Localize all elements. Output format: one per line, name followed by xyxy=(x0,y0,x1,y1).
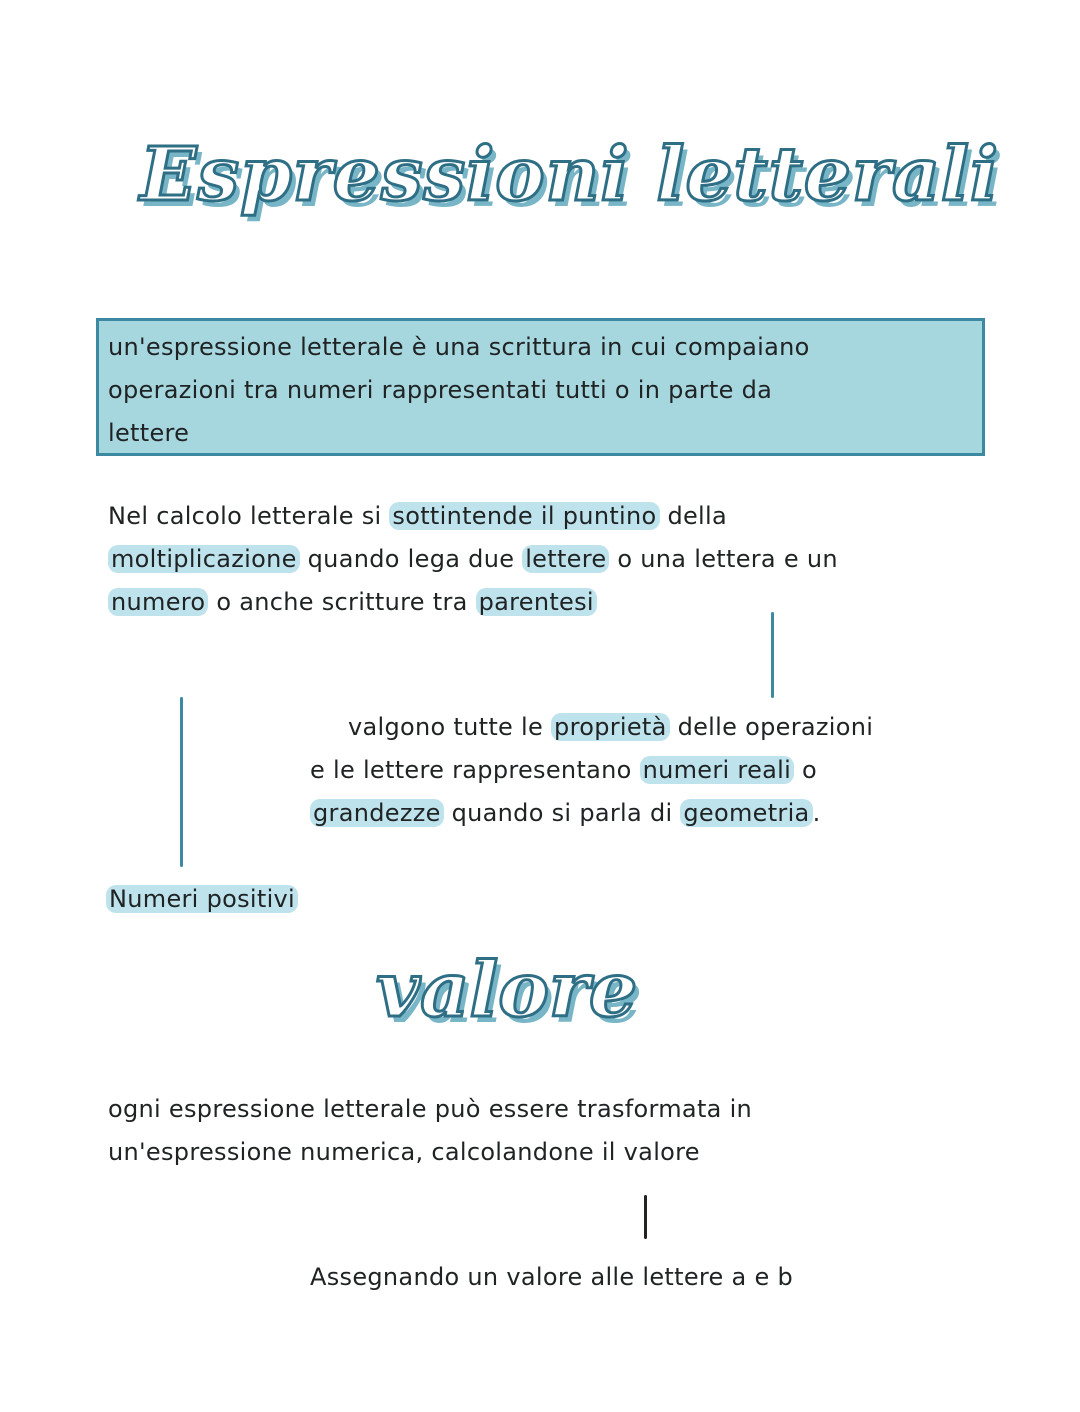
highlight-grandezze: grandezze xyxy=(310,799,444,827)
text-run: Nel calcolo letterale si xyxy=(108,502,390,530)
text-run: e le lettere rappresentano xyxy=(310,756,640,784)
connector-line xyxy=(771,612,774,698)
properties-line xyxy=(310,792,873,835)
calculation-paragraph xyxy=(108,495,838,624)
definition-line: operazioni tra numeri rappresentati tutti o in parte da xyxy=(108,376,773,404)
properties-line xyxy=(310,706,873,749)
text-run: quando si parla di xyxy=(443,799,681,827)
page-title: Espressioni letterali xyxy=(140,132,1000,218)
highlight-moltiplicazione: moltiplicazione xyxy=(108,545,300,573)
properties-paragraph xyxy=(310,706,873,835)
text-run: valgono tutte le xyxy=(348,713,552,741)
section-title-valore: valore xyxy=(376,945,638,1034)
properties-line xyxy=(310,749,873,792)
highlight-parentesi: parentesi xyxy=(476,588,597,616)
assignment-text: Assegnando un valore alle lettere a e b xyxy=(310,1263,794,1291)
highlight-sottintende: sottintende il puntino xyxy=(389,502,659,530)
definition-text xyxy=(108,326,810,455)
text-run: . xyxy=(812,799,821,827)
positive-numbers-note xyxy=(106,878,298,921)
calculation-line xyxy=(108,581,838,624)
text-run: delle operazioni xyxy=(669,713,874,741)
connector-line xyxy=(180,697,183,867)
value-paragraph xyxy=(108,1088,752,1174)
value-line: un'espressione numerica, calcolandone il valore xyxy=(108,1138,700,1166)
text-run: o xyxy=(794,756,817,784)
connector-line xyxy=(644,1195,647,1239)
text-run: o anche scritture tra xyxy=(208,588,476,616)
highlight-numeri-reali: numeri reali xyxy=(640,756,794,784)
definition-line: un'espressione letterale è una scrittura in cui compaiano xyxy=(108,333,810,361)
highlight-numeri-positivi: Numeri positivi xyxy=(106,885,298,913)
value-line: ogni espressione letterale può essere trasformata in xyxy=(108,1095,753,1123)
text-run: o una lettera e un xyxy=(609,545,838,573)
definition-line: lettere xyxy=(108,419,190,447)
highlight-proprieta: proprietà xyxy=(551,713,670,741)
highlight-numero: numero xyxy=(108,588,208,616)
text-run: della xyxy=(659,502,727,530)
calculation-line xyxy=(108,495,838,538)
text-run: quando lega due xyxy=(299,545,523,573)
calculation-line xyxy=(108,538,838,581)
highlight-lettere: lettere xyxy=(522,545,609,573)
highlight-geometria: geometria xyxy=(680,799,812,827)
